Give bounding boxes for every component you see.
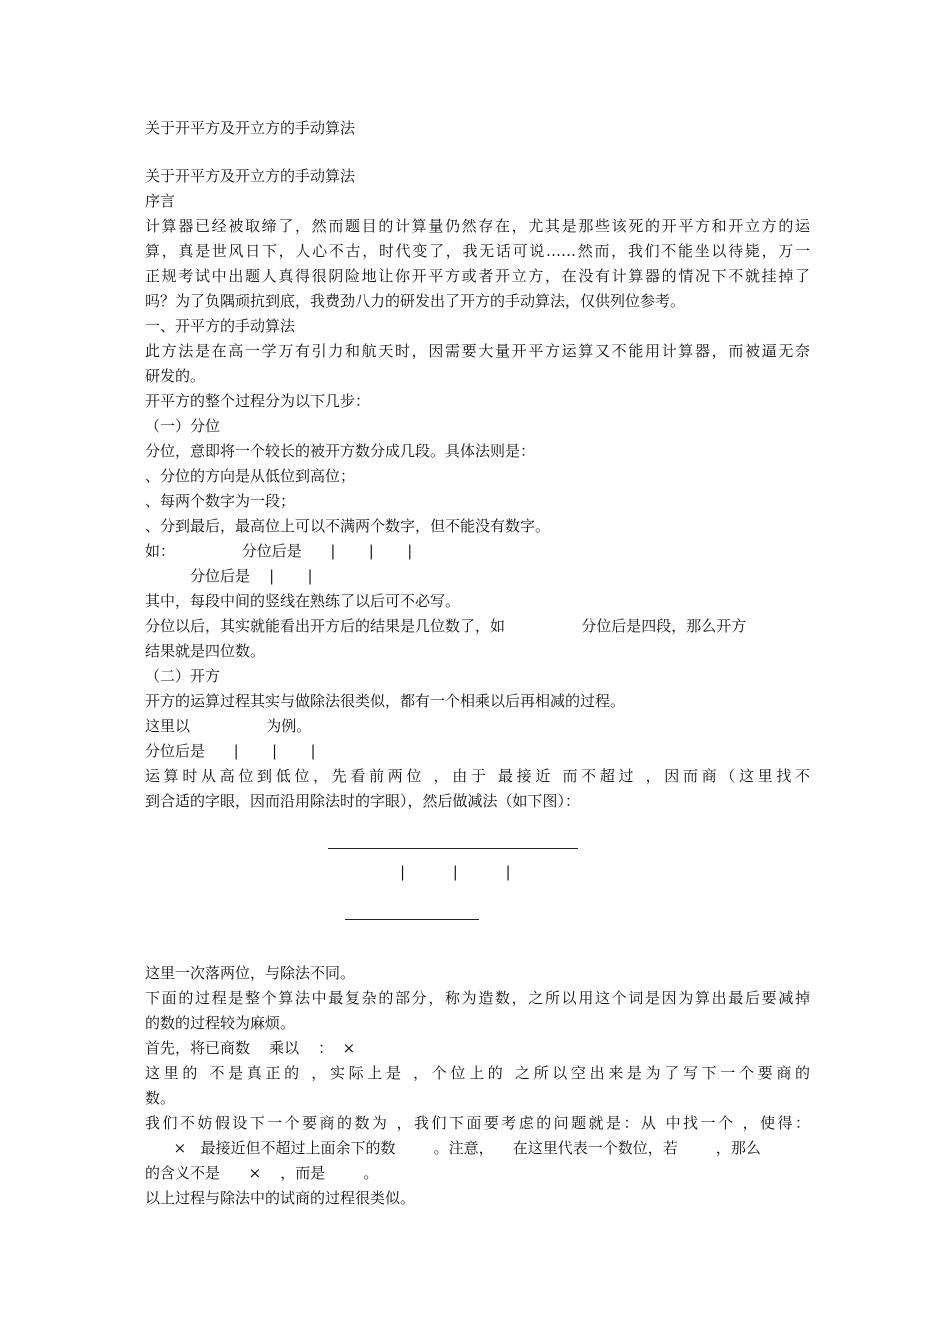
rule-item: 、分到最后，最高位上可以不满两个数字，但不能没有数字。 [145,517,551,535]
paragraph: 首先，将已商数 乘以 ： × [145,1039,356,1057]
preface-line: 正规考试中出题人真得很阴险地让你开平方或者开立方，在没有计算器的情况下不就挂掉了 [145,267,810,285]
example-line: 如： 分位后是 | | | [145,542,413,560]
section1-intro-line: 研发的。 [145,367,206,385]
figure-rule-bottom [345,919,479,920]
paragraph-line: 我们不妨假设下一个要商的数为 ，我们下面要考虑的问题就是：从 中找一个 ，使得： [145,1114,810,1132]
paragraph-line: 这里的 不是真正的 ，实际上是 ，个位上的 之所以空出来是为了写下一个要商的 [145,1064,810,1082]
rule-item: 、分位的方向是从低位到高位； [145,467,356,485]
figure-rule-top [328,848,578,849]
rule-item: 、每两个数字为一段； [145,492,296,510]
preface-line: 吗？为了负隅顽抗到底，我费劲八力的研发出了开方的手动算法，仅供列位参考。 [145,292,686,310]
paragraph-line: × 最接近但不超过上面余下的数 。注意， 在这里代表一个数位，若 ，那么 [145,1139,761,1157]
heading: 关于开平方及开立方的手动算法 [145,167,356,185]
paragraph-line: 数。 [145,1089,176,1107]
paragraph-line: 下面的过程是整个算法中最复杂的部分，称为造数，之所以用这个词是因为算出最后要减掉 [145,989,810,1007]
note-line: 其中，每段中间的竖线在熟练了以后可不必写。 [145,592,461,610]
paragraph-line: 的含义不是 × ，而是 。 [145,1164,379,1182]
paragraph: 这里一次落两位，与除法不同。 [145,964,356,982]
section1-intro-line: 此方法是在高一学万有引力和航天时，因需要大量开平方运算又不能用计算器，而被逼无奈 [145,342,810,360]
preface-line: 计算器已经被取缔了，然而题目的计算量仍然存在，尤其是那些该死的开平方和开立方的运 [145,217,810,235]
note-line: 分位以后，其实就能看出开方后的结果是几位数了，如 分位后是四段，那么开方 [145,617,747,635]
sub1-desc: 分位，意即将一个较长的被开方数分成几段。具体法则是： [145,442,536,460]
example-line: 分位后是 | | [190,567,313,585]
preface-label: 序言 [145,192,176,210]
calc-desc-line: 到合适的字眼，因而沿用除法时的字眼），然后做减法（如下图）： [145,792,581,810]
sub2-title: （二）开方 [145,667,221,685]
document-title: 关于开平方及开立方的手动算法 [145,119,356,137]
sub1-title: （一）分位 [145,417,221,435]
figure-bars: | | | [400,863,511,881]
note-line: 结果就是四位数。 [145,642,266,660]
section1-title: 一、开平方的手动算法 [145,317,296,335]
paragraph: 以上过程与除法中的试商的过程很类似。 [145,1189,416,1207]
example-line: 分位后是 | | | [145,742,316,760]
steps-intro: 开平方的整个过程分为以下几步： [145,392,371,410]
paragraph-line: 的数的过程较为麻烦。 [145,1014,296,1032]
sub2-desc: 开方的运算过程其实与做除法很类似，都有一个相乘以后再相减的过程。 [145,692,626,710]
example-line: 这里以 为例。 [145,717,312,735]
calc-desc-line: 运算时从高位到低位，先看前两位 ，由于 最接近 而不超过 ，因而商（这里找不 [145,767,810,785]
preface-line: 算，真是世风日下，人心不古，时代变了，我无话可说……然而，我们不能坐以待毙，万一 [145,242,810,260]
